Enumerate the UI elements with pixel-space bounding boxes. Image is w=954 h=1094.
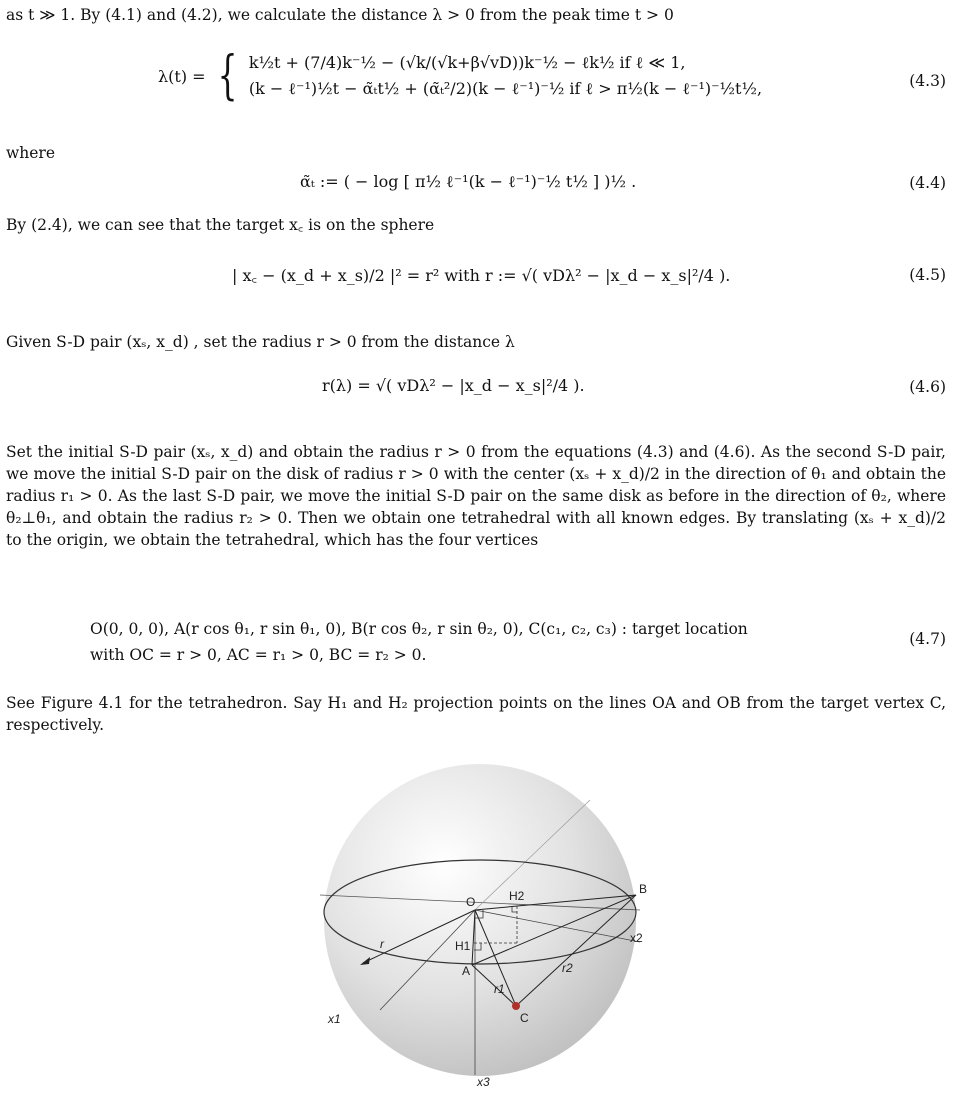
eq-4-3-case-2: (k − ℓ⁻¹)½t − α̃ₜt½ + (α̃ₜ²/2)(k − ℓ⁻¹)⁻½ if ℓ > π½(k − ℓ⁻¹)⁻½t½, <box>248 79 763 98</box>
label-r: r <box>380 937 384 951</box>
label-o: O <box>466 895 476 909</box>
eq-number: (4.7) <box>909 630 946 648</box>
eq-4-4-body: α̃ₜ := ( − log [ π½ ℓ⁻¹(k − ℓ⁻¹)⁻½ t½ ] )½ . <box>300 172 637 191</box>
sphere <box>324 764 636 1076</box>
equation-4-7 <box>0 614 954 670</box>
eq-number: (4.3) <box>909 72 946 90</box>
left-brace: { <box>217 46 238 106</box>
equation-4-6 <box>0 368 954 424</box>
see-figure-text: See Figure 4.1 for the tetrahedron. Say H₁ and H₂ projection points on the lines OA and OB from the target vertex C, respectively. <box>6 694 946 734</box>
label-x1: x1 <box>328 1012 341 1026</box>
eq-number: (4.4) <box>909 174 946 192</box>
eq-4-3-case-1: k½t + (7/4)k⁻½ − (√k/(√k+β√vD))k⁻½ − ℓk½ if ℓ ≪ 1, <box>248 53 686 72</box>
label-r2: r2 <box>562 961 573 975</box>
eq-4-6-body: r(λ) = √( vDλ² − |x_d − x_s|²/4 ). <box>322 376 585 395</box>
eq-4-3-lhs: λ(t) = <box>158 66 206 86</box>
label-x2: x2 <box>630 931 643 945</box>
point-c <box>512 1002 520 1010</box>
intro-line: as t ≫ 1. By (4.1) and (4.2), we calculate the distance λ > 0 from the peak time t > 0 <box>6 6 674 24</box>
tetrahedron-svg <box>300 760 660 1090</box>
label-x3: x3 <box>477 1075 490 1089</box>
equation-4-5 <box>0 254 954 310</box>
where-label: where <box>6 144 56 162</box>
eq-number: (4.6) <box>909 378 946 396</box>
label-h2: H2 <box>509 889 525 903</box>
given-line: Given S-D pair (xₛ, x_d) , set the radius r > 0 from the distance λ <box>6 333 515 351</box>
label-a: A <box>462 964 471 978</box>
tetrahedron-figure <box>300 760 660 1090</box>
label-h1: H1 <box>455 939 471 953</box>
eq-4-3-cases <box>249 50 762 102</box>
equation-4-3 <box>0 44 954 106</box>
label-c: C <box>520 1011 529 1025</box>
main-paragraph: Set the initial S-D pair (xₛ, x_d) and obtain the radius r > 0 from the equations (4.3) and (4.6). As the second S-D pair, we move the initial S-D pair on the disk of radius r > 0 with the center (xₛ + x_d)/2 in the direction of θ₁ and obtain the radius r₁ > 0. As the last S-D pair, we move the initial S-D pair on the same disk as before in the direction of θ₂, where θ₂⊥θ₁, and obtain the radius r₂ > 0. Then we obtain one tetrahedral with all known edges. By translating (xₛ + x_d)/2 to the origin, we obtain the tetrahedral, which has the four vertices <box>6 443 946 549</box>
eq-4-5-body: | x꜀ − (x_d + x_s)/2 |² = r² with r := √( vDλ² − |x_d − x_s|²/4 ). <box>232 266 731 285</box>
eq-number: (4.5) <box>909 266 946 284</box>
label-b: B <box>639 882 648 896</box>
eq-4-7-line-2: with OC = r > 0, AC = r₁ > 0, BC = r₂ > 0. <box>90 646 427 664</box>
eq-4-7-line-1: O(0, 0, 0), A(r cos θ₁, r sin θ₁, 0), B(r cos θ₂, r sin θ₂, 0), C(c₁, c₂, c₃) : target location <box>90 620 748 638</box>
label-r1: r1 <box>494 982 505 996</box>
sphere-line: By (2.4), we can see that the target x꜀ is on the sphere <box>6 216 435 234</box>
